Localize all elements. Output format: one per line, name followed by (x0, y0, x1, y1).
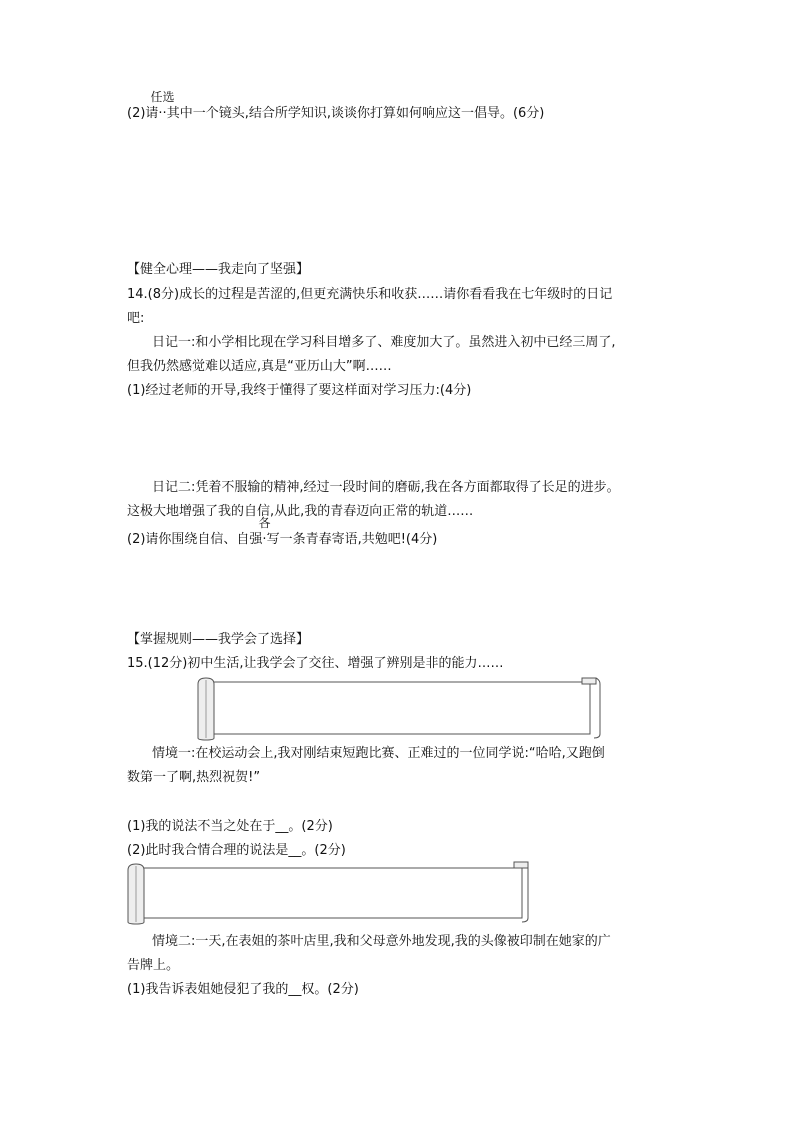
q13-part2-before: (2)请 (127, 106, 159, 121)
scene1-line2: 数第一了啊,热烈祝贺!” (127, 770, 261, 785)
diary1-line1: 日记一:和小学相比现在学习科目增多了、难度加大了。虽然进入初中已经三周了, (152, 335, 616, 350)
scroll-banner-2 (126, 860, 534, 926)
diary2-line1: 日记二:凭着不服输的精神,经过一段时间的磨砺,我在各方面都取得了长足的进步。 (152, 480, 620, 495)
diary1-line2: 但我仍然感觉难以适应,真是“亚历山大”啊…… (127, 359, 392, 374)
q13-part2-after: 其中一个镜头,结合所学知识,谈谈你打算如何响应这一倡导。(6分) (166, 106, 545, 121)
scene2-line2: 告牌上。 (127, 958, 180, 973)
emphasis-mark (258, 516, 271, 548)
emphasis-dot: · (262, 532, 267, 547)
scene1-line1: 情境一:在校运动会上,我对刚结束短跑比赛、正难过的一位同学说:“哈哈,又跑倒 (152, 746, 605, 761)
emphasis-dots: ·· (158, 106, 167, 121)
q15-stem: 15.(12分)初中生活,让我学会了交往、增强了辨别是非的能力…… (127, 656, 504, 671)
q14-stem-line1: 14.(8分)成长的过程是苦涩的,但更充满快乐和收获……请你看看我在七年级时的日记 (127, 287, 613, 302)
q14-part2-line (127, 516, 438, 548)
emphasis-ruby: 任选 (150, 90, 175, 104)
scene2-line1: 情境二:一天,在表姐的茶叶店里,我和父母意外地发现,我的头像被印制在她家的广 (152, 934, 611, 949)
q14-part2-after: 写一条青春寄语,共勉吧!(4分) (266, 532, 438, 547)
q14-part1: (1)经过老师的开导,我终于懂得了要这样面对学习压力:(4分) (127, 383, 472, 398)
section-heading-rules: 【掌握规则——我学会了选择】 (127, 632, 310, 647)
q13-part2-line (127, 90, 545, 122)
scene1-q1: (1)我的说法不当之处在于__。(2分) (127, 819, 333, 834)
emphasis-mark (150, 90, 175, 122)
scene2-q1: (1)我告诉表姐她侵犯了我的__权。(2分) (127, 982, 359, 997)
section-heading-psychology: 【健全心理——我走向了坚强】 (127, 262, 310, 277)
q14-stem-line2: 吧: (127, 311, 145, 326)
scene1-q2: (2)此时我合情合理的说法是__。(2分) (127, 843, 346, 858)
scroll-banner-1 (196, 676, 602, 742)
diary2-line2: 这极大地增强了我的自信,从此,我的青春迈向正常的轨道…… (127, 504, 474, 519)
q14-part2-before: (2)请你围绕自信、自强 (127, 532, 263, 547)
emphasis-ruby: 各 (258, 516, 271, 530)
